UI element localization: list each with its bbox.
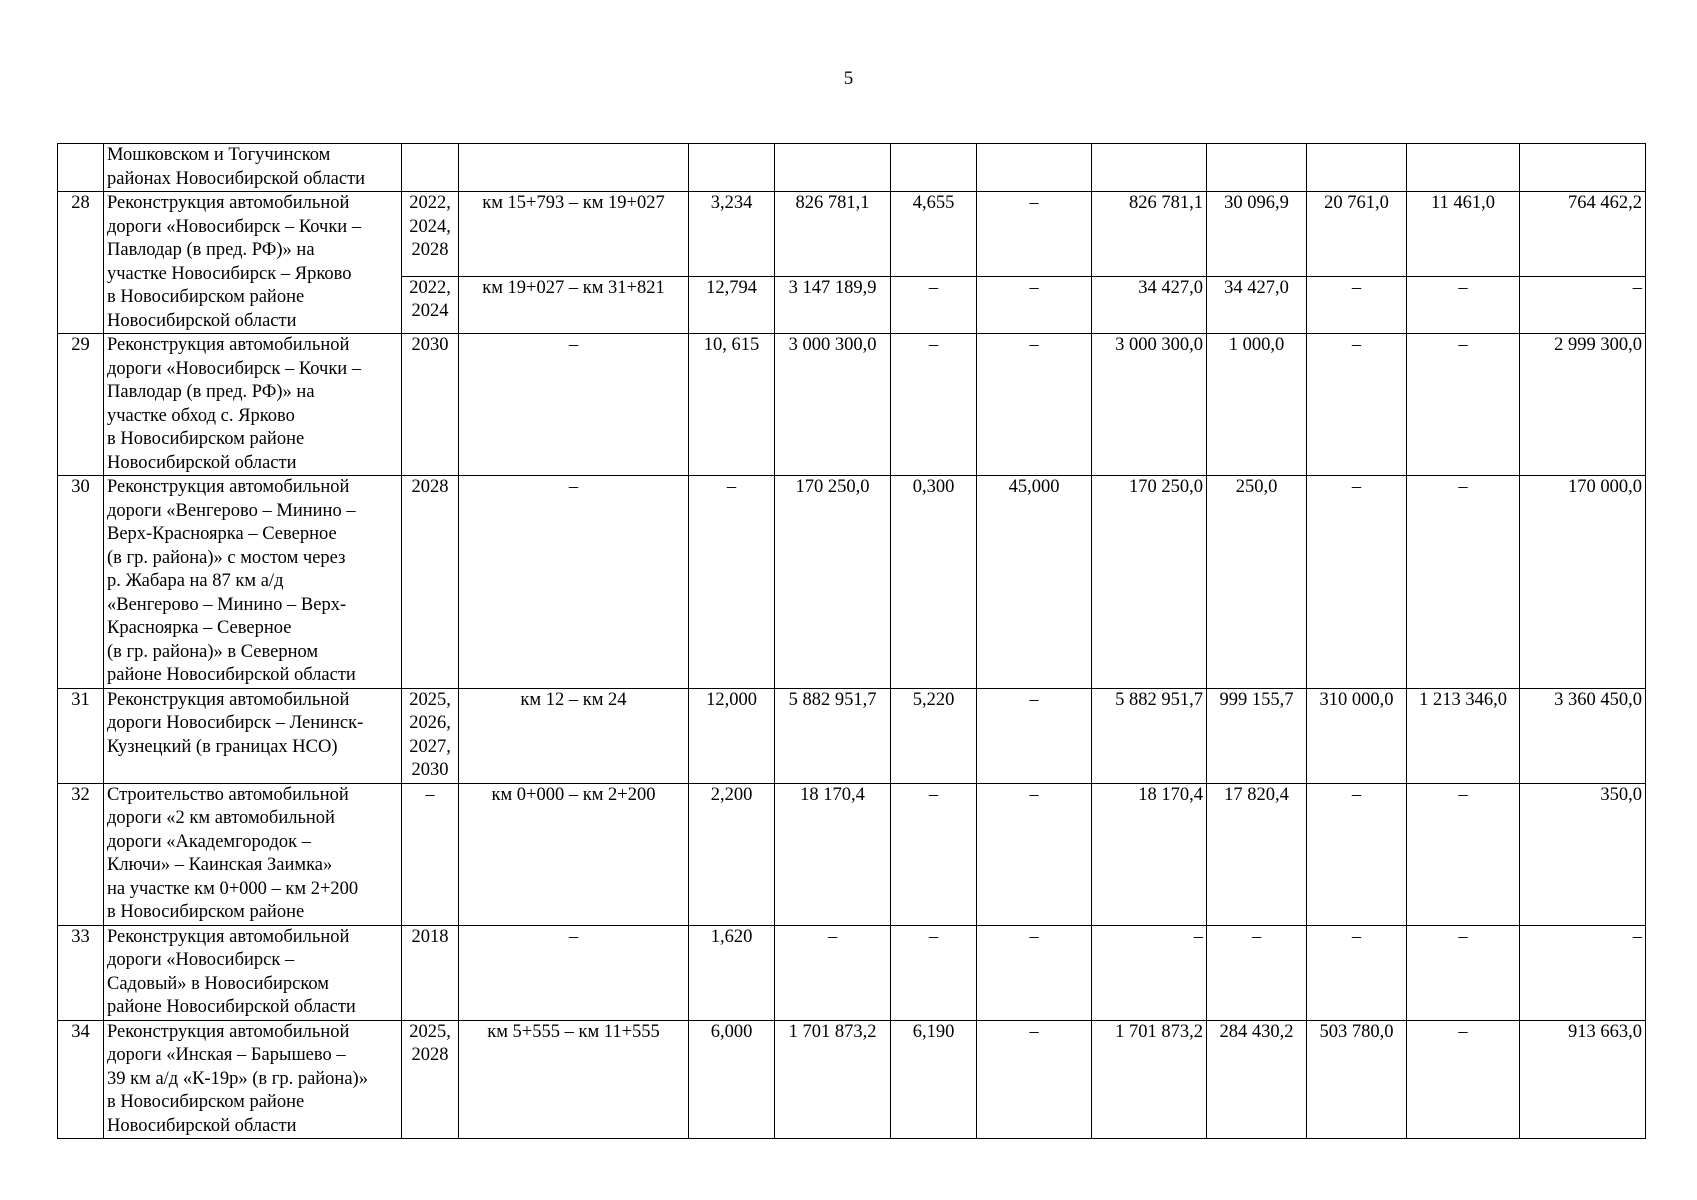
year-cell: 2022, 2024, 2028 — [402, 192, 459, 277]
value-col12-cell: 2 999 300,0 — [1520, 334, 1646, 476]
row-number-cell: 34 — [58, 1020, 104, 1139]
empty-cell — [1092, 144, 1207, 192]
year-cell: 2025, 2028 — [402, 1020, 459, 1139]
year-cell: 2028 — [402, 476, 459, 689]
value-col5-cell: 826 781,1 — [775, 192, 891, 277]
empty-cell — [891, 144, 977, 192]
table-row — [58, 1020, 1646, 1139]
value-col7-cell: – — [977, 783, 1092, 925]
value-col10-cell: 503 780,0 — [1307, 1020, 1407, 1139]
table-row — [58, 334, 1646, 476]
length-cell: 12,794 — [689, 276, 775, 333]
empty-cell — [689, 144, 775, 192]
row-number-cell: 32 — [58, 783, 104, 925]
value-col7-cell: – — [977, 925, 1092, 1020]
section-cell: км 5+555 – км 11+555 — [459, 1020, 689, 1139]
section-cell: км 15+793 – км 19+027 — [459, 192, 689, 277]
length-cell: 3,234 — [689, 192, 775, 277]
empty-cell — [775, 144, 891, 192]
value-col9-cell: 34 427,0 — [1207, 276, 1307, 333]
value-col11-cell: – — [1407, 334, 1520, 476]
row-number-cell — [58, 144, 104, 192]
value-col12-cell: – — [1520, 276, 1646, 333]
value-col8-cell: 170 250,0 — [1092, 476, 1207, 689]
value-col9-cell: 999 155,7 — [1207, 688, 1307, 783]
value-col8-cell: 5 882 951,7 — [1092, 688, 1207, 783]
value-col10-cell: – — [1307, 925, 1407, 1020]
section-cell: км 12 – км 24 — [459, 688, 689, 783]
value-col5-cell: 18 170,4 — [775, 783, 891, 925]
value-col6-cell: 4,655 — [891, 192, 977, 277]
value-col11-cell: – — [1407, 783, 1520, 925]
value-col9-cell: 284 430,2 — [1207, 1020, 1307, 1139]
project-name-cell: Реконструкция автомобильной дороги «Новосибирск – Кочки – Павлодар (в пред. РФ)» на участке Новосибирск – Ярково в Новосибирском районе Новосибирской области — [104, 192, 402, 334]
value-col10-cell: 20 761,0 — [1307, 192, 1407, 277]
value-col11-cell: – — [1407, 476, 1520, 689]
table-row — [58, 925, 1646, 1020]
empty-cell — [402, 144, 459, 192]
value-col7-cell: – — [977, 276, 1092, 333]
year-cell: 2030 — [402, 334, 459, 476]
value-col5-cell: 1 701 873,2 — [775, 1020, 891, 1139]
value-col7-cell: – — [977, 688, 1092, 783]
value-col5-cell: 3 147 189,9 — [775, 276, 891, 333]
value-col6-cell: 6,190 — [891, 1020, 977, 1139]
project-name-cell: Строительство автомобильной дороги «2 км автомобильной дороги «Академгородок – Ключи» – Каинская Заимка» на участке км 0+000 – км 2+200 в Новосибирском районе — [104, 783, 402, 925]
value-col7-cell: 45,000 — [977, 476, 1092, 689]
table-row — [58, 688, 1646, 783]
empty-cell — [1520, 144, 1646, 192]
value-col12-cell: 913 663,0 — [1520, 1020, 1646, 1139]
value-col10-cell: – — [1307, 476, 1407, 689]
section-cell: – — [459, 925, 689, 1020]
value-col7-cell: – — [977, 334, 1092, 476]
value-col5-cell: 170 250,0 — [775, 476, 891, 689]
value-col10-cell: 310 000,0 — [1307, 688, 1407, 783]
value-col8-cell: 18 170,4 — [1092, 783, 1207, 925]
row-number-cell: 28 — [58, 192, 104, 334]
empty-cell — [977, 144, 1092, 192]
year-cell: 2022, 2024 — [402, 276, 459, 333]
value-col11-cell: 11 461,0 — [1407, 192, 1520, 277]
value-col6-cell: 5,220 — [891, 688, 977, 783]
value-col5-cell: – — [775, 925, 891, 1020]
length-cell: 2,200 — [689, 783, 775, 925]
value-col11-cell: 1 213 346,0 — [1407, 688, 1520, 783]
project-name-cell: Реконструкция автомобильной дороги «Инская – Барышево – 39 км а/д «К-19р» (в гр. района)» в Новосибирском районе Новосибирской области — [104, 1020, 402, 1139]
value-col11-cell: – — [1407, 925, 1520, 1020]
value-col8-cell: – — [1092, 925, 1207, 1020]
value-col9-cell: 1 000,0 — [1207, 334, 1307, 476]
value-col11-cell: – — [1407, 276, 1520, 333]
project-name-cell: Реконструкция автомобильной дороги «Венгерово – Минино – Верх-Красноярка – Северное (в гр. района)» с мостом через р. Жабара на 87 км а/д «Венгерово – Минино – Верх- Красноярка – Северное (в гр. района)» в Северном районе Новосибирской области — [104, 476, 402, 689]
year-cell: 2018 — [402, 925, 459, 1020]
value-col12-cell: 764 462,2 — [1520, 192, 1646, 277]
length-cell: – — [689, 476, 775, 689]
project-name-cell: Реконструкция автомобильной дороги Новосибирск – Ленинск- Кузнецкий (в границах НСО) — [104, 688, 402, 783]
table-row — [58, 476, 1646, 689]
section-cell: км 19+027 – км 31+821 — [459, 276, 689, 333]
value-col6-cell: – — [891, 276, 977, 333]
project-name-cell: Реконструкция автомобильной дороги «Новосибирск – Садовый» в Новосибирском районе Новосибирской области — [104, 925, 402, 1020]
value-col7-cell: – — [977, 1020, 1092, 1139]
table-row — [58, 192, 1646, 277]
project-name-cell: Мошковском и Тогучинском районах Новосибирской области — [104, 144, 402, 192]
value-col8-cell: 826 781,1 — [1092, 192, 1207, 277]
value-col8-cell: 1 701 873,2 — [1092, 1020, 1207, 1139]
length-cell: 12,000 — [689, 688, 775, 783]
row-number-cell: 29 — [58, 334, 104, 476]
value-col12-cell: 3 360 450,0 — [1520, 688, 1646, 783]
empty-cell — [1407, 144, 1520, 192]
empty-cell — [459, 144, 689, 192]
empty-cell — [1207, 144, 1307, 192]
value-col7-cell: – — [977, 192, 1092, 277]
year-cell: – — [402, 783, 459, 925]
value-col5-cell: 5 882 951,7 — [775, 688, 891, 783]
value-col9-cell: 30 096,9 — [1207, 192, 1307, 277]
row-number-cell: 33 — [58, 925, 104, 1020]
project-name-cell: Реконструкция автомобильной дороги «Новосибирск – Кочки – Павлодар (в пред. РФ)» на участке обход с. Ярково в Новосибирском районе Новосибирской области — [104, 334, 402, 476]
table-row — [58, 144, 1646, 192]
section-cell: км 0+000 – км 2+200 — [459, 783, 689, 925]
road-projects-table — [57, 143, 1646, 1139]
value-col10-cell: – — [1307, 334, 1407, 476]
value-col6-cell: 0,300 — [891, 476, 977, 689]
row-number-cell: 30 — [58, 476, 104, 689]
value-col10-cell: – — [1307, 276, 1407, 333]
value-col6-cell: – — [891, 925, 977, 1020]
table-row — [58, 783, 1646, 925]
value-col6-cell: – — [891, 334, 977, 476]
length-cell: 10, 615 — [689, 334, 775, 476]
value-col10-cell: – — [1307, 783, 1407, 925]
value-col9-cell: 17 820,4 — [1207, 783, 1307, 925]
length-cell: 1,620 — [689, 925, 775, 1020]
value-col12-cell: – — [1520, 925, 1646, 1020]
length-cell: 6,000 — [689, 1020, 775, 1139]
value-col12-cell: 350,0 — [1520, 783, 1646, 925]
section-cell: – — [459, 334, 689, 476]
table-body — [58, 144, 1646, 1139]
value-col9-cell: 250,0 — [1207, 476, 1307, 689]
value-col8-cell: 3 000 300,0 — [1092, 334, 1207, 476]
value-col6-cell: – — [891, 783, 977, 925]
section-cell: – — [459, 476, 689, 689]
value-col8-cell: 34 427,0 — [1092, 276, 1207, 333]
page-number: 5 — [843, 68, 854, 89]
value-col11-cell: – — [1407, 1020, 1520, 1139]
row-number-cell: 31 — [58, 688, 104, 783]
value-col5-cell: 3 000 300,0 — [775, 334, 891, 476]
year-cell: 2025, 2026, 2027, 2030 — [402, 688, 459, 783]
empty-cell — [1307, 144, 1407, 192]
value-col12-cell: 170 000,0 — [1520, 476, 1646, 689]
value-col9-cell: – — [1207, 925, 1307, 1020]
